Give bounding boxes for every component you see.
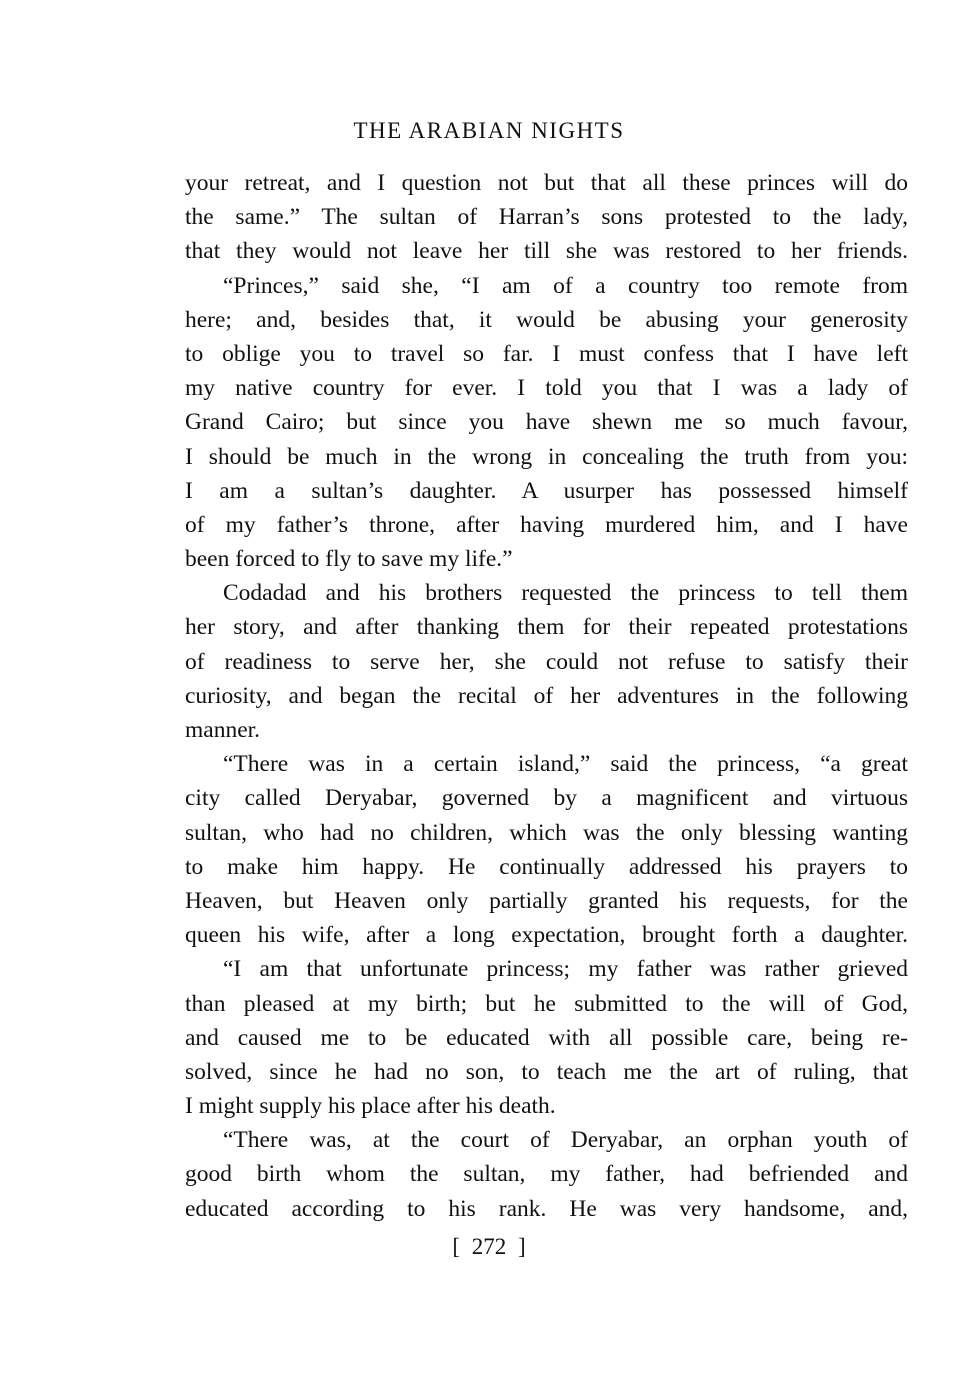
text-line: Codadad and his brothers requested the princess to tell them [223, 580, 908, 607]
text-line: of my father’s throne, after having murdered him, and I have [185, 511, 908, 538]
text-line: that they would not leave her till she was restored to her friends. [185, 238, 908, 265]
text-line: my native country for ever. I told you that I was a lady of [185, 375, 908, 402]
text-line: solved, since he had no son, to teach me the art of ruling, that [185, 1058, 908, 1085]
text-line: educated according to his rank. He was very handsome, and, [185, 1195, 908, 1222]
text-line: to make him happy. He continually addressed his prayers to [185, 853, 908, 880]
text-line: good birth whom the sultan, my father, had befriended and [185, 1161, 908, 1188]
text-line: to oblige you to travel so far. I must confess that I have left [185, 340, 908, 367]
text-line: I might supply his place after his death. [185, 1093, 556, 1120]
text-line: Heaven, but Heaven only partially granted his requests, for the [185, 887, 908, 914]
text-line: than pleased at my birth; but he submitted to the will of God, [185, 990, 908, 1017]
page-body [185, 166, 908, 1226]
text-line: been forced to fly to save my life.” [185, 546, 513, 573]
paragraph [185, 1123, 908, 1226]
text-line: her story, and after thanking them for their repeated protestations [185, 614, 908, 641]
text-line: sultan, who had no children, which was the only blessing wanting [185, 819, 908, 846]
text-line: I am a sultan’s daughter. A usurper has possessed himself [185, 477, 908, 504]
text-line: here; and, besides that, it would be abusing your generosity [185, 306, 908, 333]
page-number: [ 272 ] [452, 1234, 526, 1259]
text-line: “I am that unfortunate princess; my father was rather grieved [223, 956, 908, 983]
paragraph [185, 576, 908, 747]
paragraph [185, 747, 908, 952]
paragraph [185, 166, 908, 269]
paragraph [185, 952, 908, 1123]
text-line: Grand Cairo; but since you have shewn me so much favour, [185, 409, 908, 436]
text-line: “Princes,” said she, “I am of a country too remote from [223, 272, 908, 299]
text-line: city called Deryabar, governed by a magnificent and virtuous [185, 785, 908, 812]
text-line: “There was, at the court of Deryabar, an orphan youth of [223, 1127, 908, 1154]
text-line: curiosity, and began the recital of her adventures in the following [185, 682, 908, 709]
text-line: your retreat, and I question not but that all these princes will do [185, 170, 908, 196]
text-line: I should be much in the wrong in concealing the truth from you: [185, 443, 908, 470]
running-title: THE ARABIAN NIGHTS [353, 118, 625, 143]
text-line: manner. [185, 717, 261, 743]
text-line: the same.” The sultan of Harran’s sons protested to the lady, [185, 204, 908, 231]
text-line: “There was in a certain island,” said the princess, “a great [223, 751, 908, 778]
paragraph [185, 269, 908, 577]
text-line: queen his wife, after a long expectation, brought forth a daughter. [185, 922, 908, 949]
text-line: and caused me to be educated with all possible care, being re- [185, 1024, 908, 1051]
text-line: of readiness to serve her, she could not refuse to satisfy their [185, 648, 908, 675]
